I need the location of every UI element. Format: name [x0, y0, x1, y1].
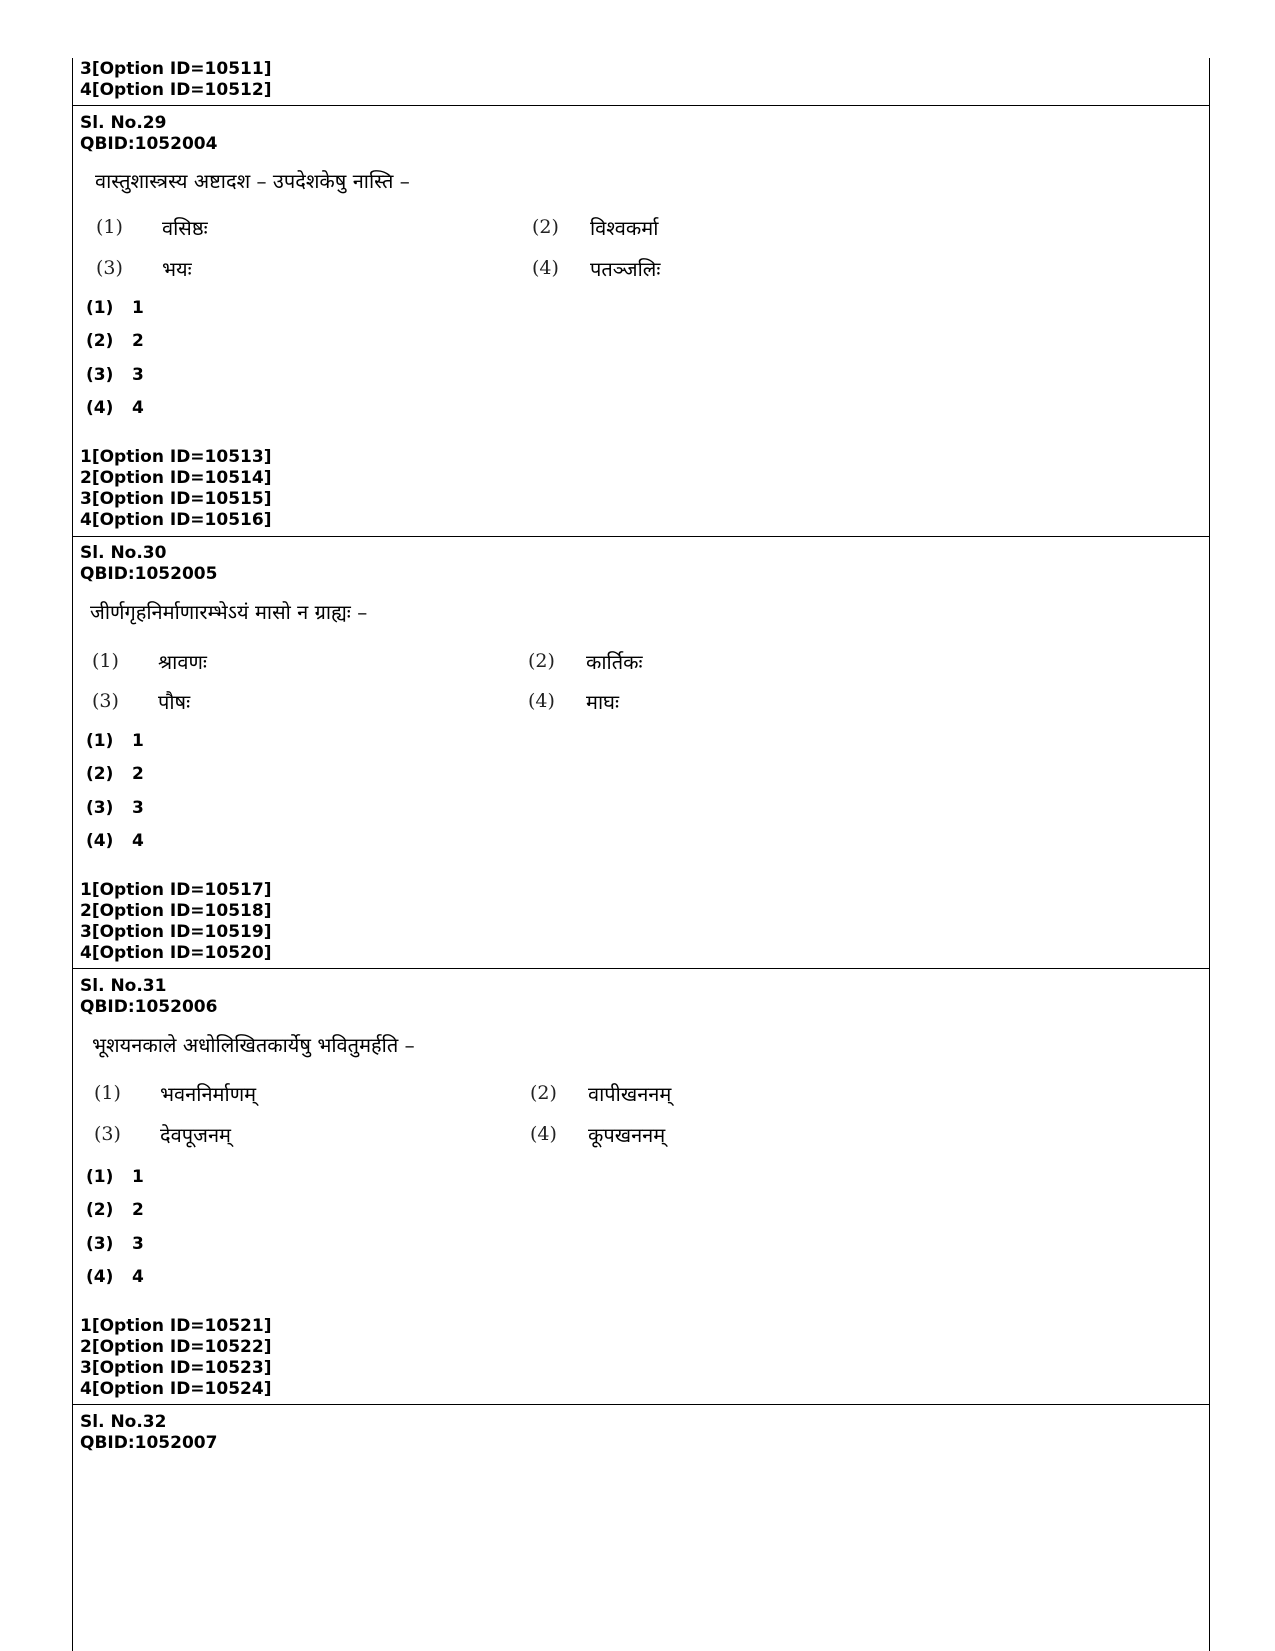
qbid: QBID:1052007: [80, 1433, 218, 1453]
option-id-line: 1[Option ID=10517]: [80, 880, 272, 900]
question-stem: जीर्णगृहनिर्माणारम्भेऽयं मासो न ग्राह्यः –: [90, 600, 368, 624]
option-text: माघः: [586, 690, 619, 714]
option-id-line: 1[Option ID=10521]: [80, 1316, 272, 1336]
option-id-line: 3[Option ID=10515]: [80, 489, 272, 509]
divider: [72, 968, 1210, 969]
answer-choice: (2) 2: [86, 764, 144, 784]
option-id-line: 2[Option ID=10522]: [80, 1337, 272, 1357]
answer-choice: (3) 3: [86, 798, 144, 818]
option-text: विश्वकर्मा: [590, 216, 659, 240]
option-text: कूपखननम्: [588, 1123, 666, 1147]
option-text: भवननिर्माणम्: [160, 1082, 257, 1106]
divider: [72, 536, 1210, 537]
serial-number: Sl. No.30: [80, 543, 167, 563]
answer-choice: (1) 1: [86, 731, 144, 751]
option-text: पौषः: [158, 690, 191, 714]
option-id-line: 2[Option ID=10518]: [80, 901, 272, 921]
option-id-line: 1[Option ID=10513]: [80, 447, 272, 467]
serial-number: Sl. No.31: [80, 976, 167, 996]
option-number: (4): [530, 1123, 557, 1145]
option-text: श्रावणः: [158, 650, 207, 674]
option-id-line: 3[Option ID=10519]: [80, 922, 272, 942]
answer-choice: (4) 4: [86, 398, 144, 418]
option-text: भयः: [162, 257, 192, 281]
answer-choice: (1) 1: [86, 1167, 144, 1187]
option-number: (3): [96, 257, 123, 279]
answer-choice: (2) 2: [86, 331, 144, 351]
qbid: QBID:1052004: [80, 134, 218, 154]
option-id-line: 4[Option ID=10516]: [80, 510, 272, 530]
option-number: (4): [528, 690, 555, 712]
answer-choice: (1) 1: [86, 298, 144, 318]
option-number: (3): [94, 1123, 121, 1145]
answer-choice: (3) 3: [86, 1234, 144, 1254]
serial-number: Sl. No.29: [80, 113, 167, 133]
option-id-line: 3[Option ID=10523]: [80, 1358, 272, 1378]
divider: [72, 1404, 1210, 1405]
option-text: वापीखननम्: [588, 1082, 672, 1106]
divider: [72, 105, 1210, 106]
page-frame: [72, 58, 1210, 1651]
serial-number: Sl. No.32: [80, 1412, 167, 1432]
option-text: वसिष्ठः: [162, 216, 208, 240]
option-number: (2): [530, 1082, 557, 1104]
option-number: (2): [528, 650, 555, 672]
option-id-line: 4[Option ID=10524]: [80, 1379, 272, 1399]
qbid: QBID:1052005: [80, 564, 218, 584]
question-stem: वास्तुशास्त्रस्य अष्टादश – उपदेशकेषु नास्ति –: [95, 169, 410, 193]
answer-choice: (4) 4: [86, 1267, 144, 1287]
question-stem: भूशयनकाले अधोलिखितकार्येषु भवितुमर्हति –: [92, 1033, 415, 1057]
answer-choice: (4) 4: [86, 831, 144, 851]
answer-choice: (2) 2: [86, 1200, 144, 1220]
option-id-line: 2[Option ID=10514]: [80, 468, 272, 488]
option-number: (1): [92, 650, 119, 672]
option-text: कार्तिकः: [586, 650, 643, 674]
option-number: (2): [532, 216, 559, 238]
option-number: (3): [92, 690, 119, 712]
option-text: देवपूजनम्: [160, 1123, 231, 1147]
answer-choice: (3) 3: [86, 365, 144, 385]
qbid: QBID:1052006: [80, 997, 218, 1017]
option-id-line: 4[Option ID=10512]: [80, 80, 272, 100]
option-text: पतञ्जलिः: [590, 257, 661, 281]
option-number: (4): [532, 257, 559, 279]
option-number: (1): [96, 216, 123, 238]
option-id-line: 3[Option ID=10511]: [80, 59, 272, 79]
option-id-line: 4[Option ID=10520]: [80, 943, 272, 963]
option-number: (1): [94, 1082, 121, 1104]
